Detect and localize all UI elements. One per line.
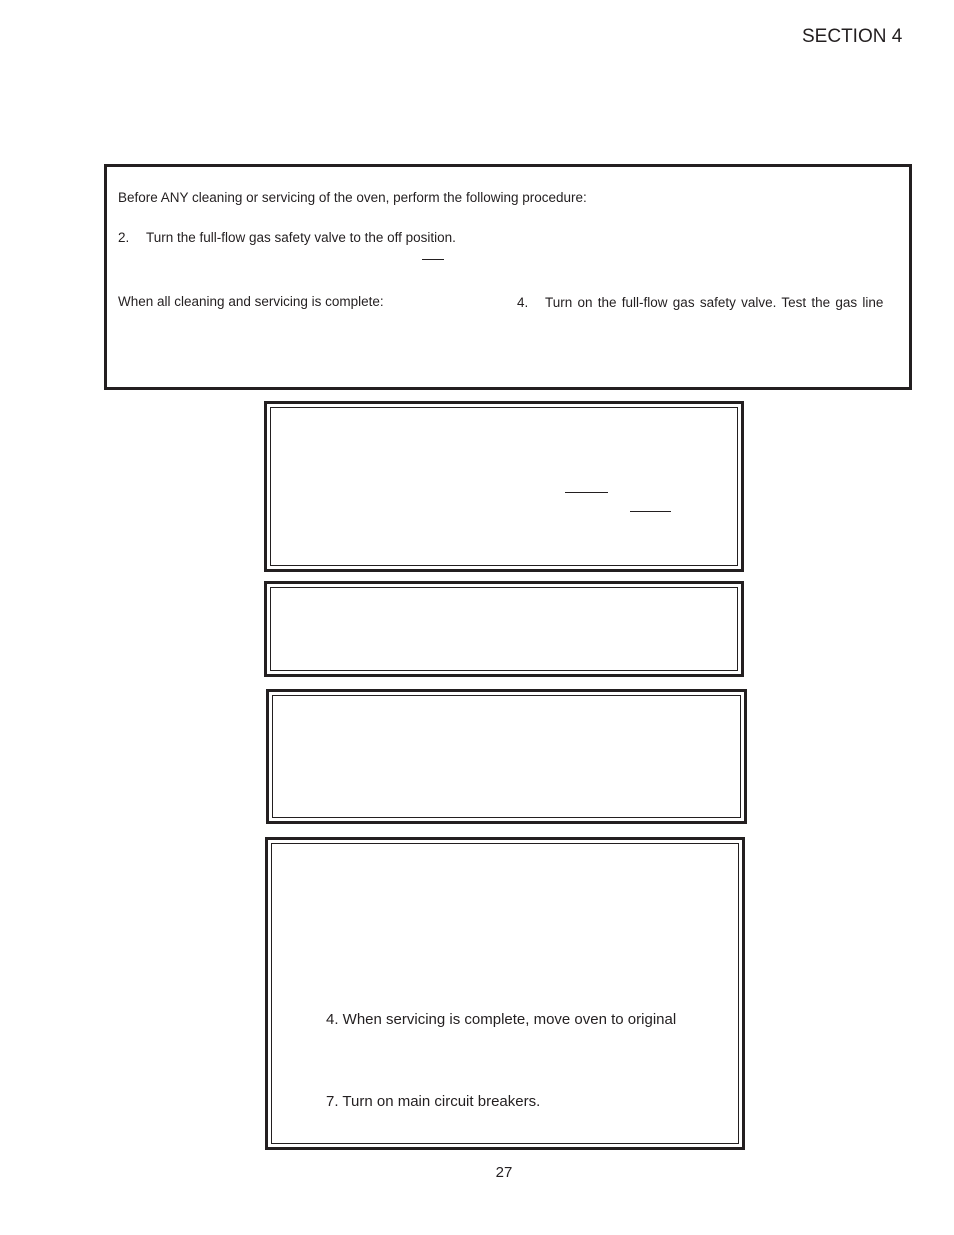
underline-mark bbox=[422, 259, 444, 260]
page-number: 27 bbox=[495, 1164, 513, 1181]
caution-box-1 bbox=[264, 581, 744, 677]
procedure-step-2-text: Turn the full-flow gas safety valve to the off position. bbox=[146, 230, 456, 245]
procedure-after-label: When all cleaning and servicing is complete: bbox=[118, 294, 384, 309]
warning-box-1 bbox=[264, 401, 744, 572]
procedure-step-4-text: Turn on the full-flow gas safety valve. Test the gas line bbox=[545, 295, 884, 310]
warning-box-2 bbox=[266, 689, 747, 824]
warning-box-2-inner-border bbox=[272, 695, 741, 818]
section-header: SECTION 4 bbox=[802, 26, 903, 47]
procedure-step-2-number: 2. bbox=[118, 230, 130, 245]
service-step-7: 7. Turn on main circuit breakers. bbox=[326, 1093, 541, 1110]
warning-box-1-inner-border bbox=[270, 407, 738, 566]
procedure-intro: Before ANY cleaning or servicing of the oven, perform the following procedure: bbox=[118, 190, 587, 205]
procedure-step-4-number: 4. bbox=[517, 295, 529, 310]
service-step-4: 4. When servicing is complete, move oven to original bbox=[326, 1011, 677, 1028]
underline-mark bbox=[630, 511, 671, 512]
underline-mark bbox=[565, 492, 608, 493]
caution-box-1-inner-border bbox=[270, 587, 738, 671]
